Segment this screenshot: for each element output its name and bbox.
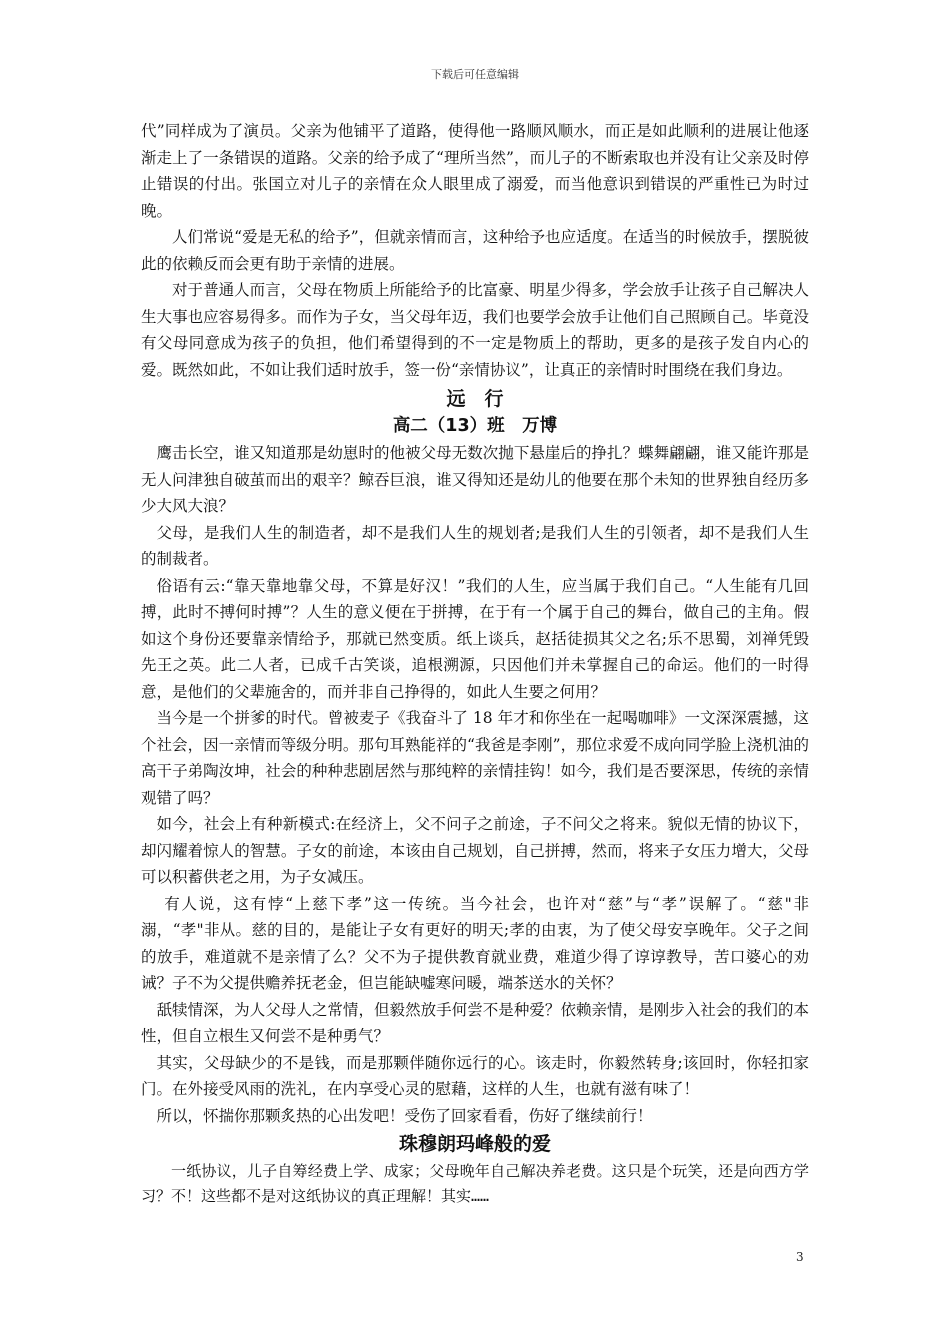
paragraph: 父母，是我们人生的制造者，却不是我们人生的规划者;是我们人生的引领者，却不是我们人生的制裁者。 [141,523,809,568]
page-header: 下载后可任意编辑 [431,68,519,81]
paragraph: 一纸协议，儿子自筹经费上学、成家；父母晚年自己解决养老费。这只是个玩笑，还是向西方学习？不！这些都不是对这纸协议的真正理解！其实…… [141,1162,809,1205]
paragraph: 鹰击长空，谁又知道那是幼崽时的他被父母无数次抛下悬崖后的挣扎？蝶舞翩翩，谁又能许那是无人问津独自破茧而出的艰辛？鲸吞巨浪，谁又得知还是幼儿的他要在那个未知的世界独自经历多少大风大浪？ [141,444,809,515]
paragraph: 其实，父母缺少的不是钱，而是那颗伴随你远行的心。该走时，你毅然转身;该回时，你轻扣家门。在外接受风雨的洗礼，在内享受心灵的慰藉，这样的人生，也就有滋有味了！ [141,1053,809,1098]
paragraph: 俗语有云:“靠天靠地靠父母，不算是好汉！”我们的人生，应当属于我们自己。“人生能有几回搏，此时不搏何时搏”？人生的意义便在于拼搏，在于有一个属于自己的舞台，做自己的主角。假如这个身份还要靠亲情给予，那就已然变质。纸上谈兵，赵括徒损其父之名;乐不思蜀，刘禅凭毁先王之英。此二人者，已成千古笑谈，追根溯源，只因他们并未掌握自己的命运。他们的一时得意，是他们的父辈施舍的，而并非自己挣得的，如此人生要之何用？ [141,576,809,701]
essay-title: 远 行 [446,388,504,410]
paragraph: 对于普通人而言，父母在物质上所能给予的比富豪、明星少得多，学会放手让孩子自己解决人生大事也应容易得多。而作为子女，当父母年迈，我们也要学会放手让他们自己照顾自己。毕竟没有父母同意成为孩子的负担，他们希望得到的不一定是物质上的帮助，更多的是孩子发自内心的爱。既然如此，不如让我们适时放手，签一份“亲情协议”，让真正的亲情时时围绕在我们身边。 [141,281,809,379]
paragraph: 人们常说“爱是无私的给予”，但就亲情而言，这种给予也应适度。在适当的时候放手，摆脱彼此的依赖反而会更有助于亲情的进展。 [141,228,809,273]
page-number: 3 [796,1250,804,1264]
paragraph: 代”同样成为了演员。父亲为他铺平了道路，使得他一路顺风顺水，而正是如此顺利的进展让他逐渐走上了一条错误的道路。父亲的给予成了“理所当然”，而儿子的不断索取也并没有让父亲及时停止错误的付出。张国立对儿子的亲情在众人眼里成了溺爱，而当他意识到错误的严重性已为时过晚。 [141,122,809,220]
paragraph: 有人说，这有悖“上慈下孝”这一传统。当今社会，也许对“慈”与“孝”误解了。“慈"非溺，“孝"非从。慈的目的，是能让子女有更好的明天;孝的由衷，为了使父母安享晚年。父子之间的放手，难道就不是亲情了么？父不为子提供教育就业费，难道少得了谆谆教导，苦口婆心的劝诫？子不为父提供赡养抚老金，但岂能缺嘘寒问暖，端茶送水的关怀？ [141,894,809,992]
essay-author: 高二（13）班 万博 [392,416,558,436]
essay-title: 珠穆朗玛峰般的爱 [398,1133,551,1155]
paragraph: 所以，怀揣你那颗炙热的心出发吧！受伤了回家看看，伤好了继续前行！ [156,1106,653,1125]
paragraph: 如今，社会上有种新模式:在经济上，父不问子之前途，子不问父之将来。貌似无情的协议下，却闪耀着惊人的智慧。子女的前途，本该由自己规划，自己拼搏，然而，将来子女压力增大，父母可以积蓄供老之用，为子女减压。 [141,815,809,886]
paragraph: 当今是一个拼爹的时代。曾被麦子《我奋斗了 18 年才和你坐在一起喝咖啡》一文深深震撼，这个社会，因一亲情而等级分明。那句耳熟能祥的“我爸是李刚”，那位求爱不成向同学脸上浇机油的高干子弟陶汝坤，社会的种种悲剧居然与那纯粹的亲情挂钩！如今，我们是否要深思，传统的亲情观错了吗？ [141,709,809,807]
paragraph: 舐犊情深，为人父母人之常情，但毅然放手何尝不是种爱？依赖亲情，是刚步入社会的我们的本性，但自立根生又何尝不是种勇气？ [141,1000,809,1045]
document-body [141,118,809,1209]
